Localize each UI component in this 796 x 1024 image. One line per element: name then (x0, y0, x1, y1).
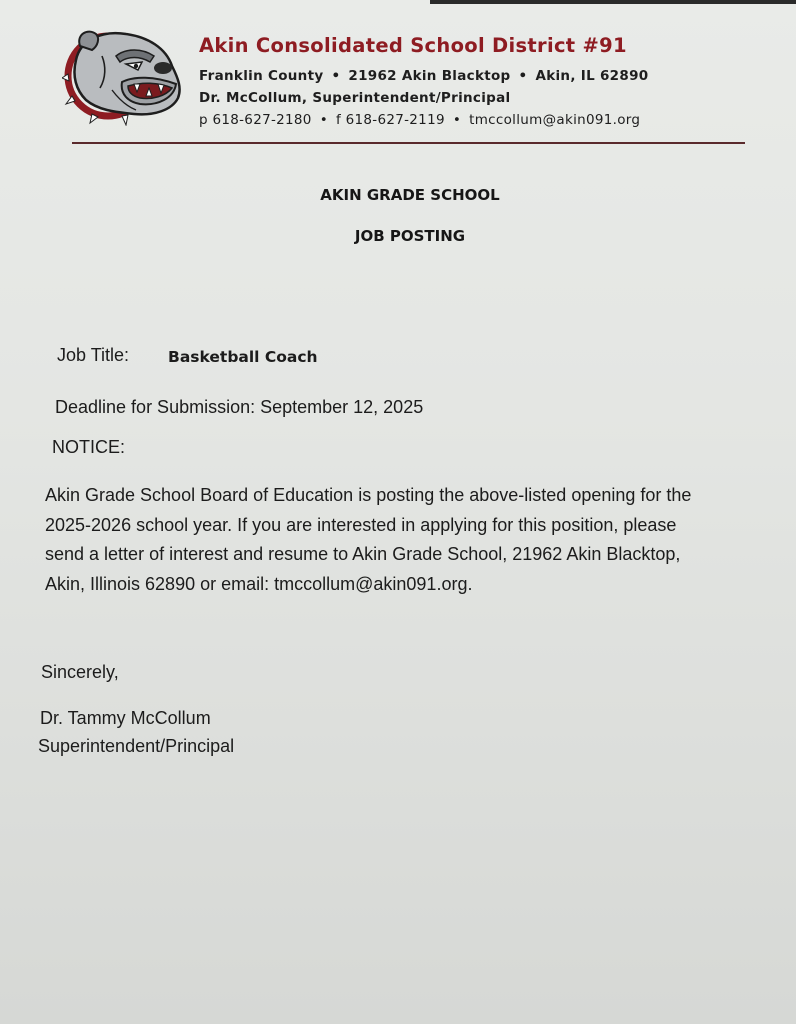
letterhead-divider (72, 142, 745, 144)
paragraph-line: Akin, Illinois 62890 or email: tmccollum@akin091.org. (45, 573, 473, 594)
street-address: 21962 Akin Blacktop (348, 68, 511, 84)
closing-salutation: Sincerely, (41, 662, 119, 682)
job-title-label: Job Title: (57, 345, 130, 365)
posting-heading: JOB POSTING (354, 227, 466, 245)
notice-paragraph (45, 481, 691, 599)
job-title-value: Basketball Coach (168, 348, 318, 366)
bullet-separator: • (518, 68, 528, 84)
notice-label: NOTICE: (52, 437, 126, 457)
paragraph-line: send a letter of interest and resume to Akin Grade School, 21962 Akin Blacktop, (45, 544, 681, 564)
county: Franklin County (199, 68, 324, 84)
city-state-zip: Akin, IL 62890 (535, 68, 649, 84)
bullet-separator: • (331, 68, 341, 84)
paragraph-line: Akin Grade School Board of Education is posting the above-listed opening for the (45, 485, 692, 505)
signatory-name: Dr. Tammy McCollum (40, 708, 211, 728)
paragraph-line: 2025-2026 school year. If you are interested in applying for this position, please (45, 514, 677, 535)
submission-deadline: Deadline for Submission: September 12, 2025 (55, 397, 424, 417)
superintendent-line: Dr. McCollum, Superintendent/Principal (199, 90, 511, 106)
phone-number: p 618-627-2180 (199, 112, 312, 128)
address-line (199, 65, 648, 87)
contact-line (199, 109, 648, 131)
paper-top-edge (430, 0, 796, 4)
letterhead (199, 34, 648, 131)
email-address[interactable]: tmccollum@akin091.org (469, 112, 641, 128)
signatory-title: Superintendent/Principal (38, 736, 235, 756)
bullet-separator: • (452, 112, 462, 128)
district-name: Akin Consolidated School District #91 (199, 34, 627, 57)
school-heading: AKIN GRADE SCHOOL (320, 186, 500, 204)
bulldog-mascot-icon (62, 26, 188, 126)
fax-number: f 618-627-2119 (335, 112, 445, 128)
bullet-separator: • (319, 112, 328, 128)
